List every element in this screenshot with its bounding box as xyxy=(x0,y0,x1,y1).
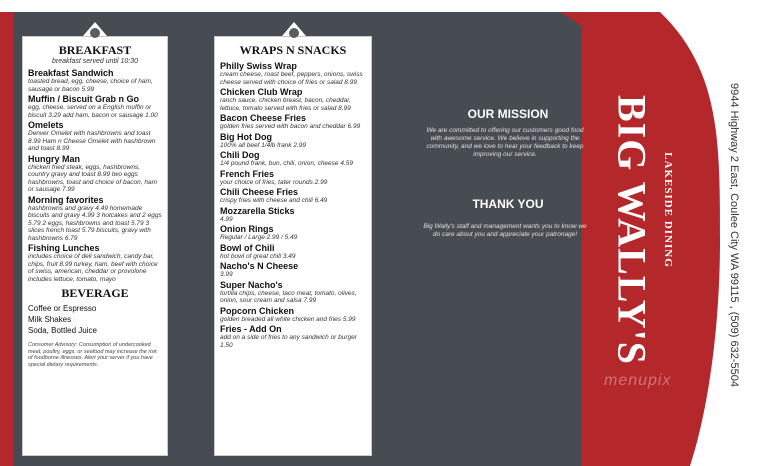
wraps-title: WRAPS N SNACKS xyxy=(239,43,347,57)
menu-item xyxy=(28,243,162,283)
item-name: Breakfast Sandwich xyxy=(28,68,114,78)
brand-sub-wrap xyxy=(658,110,678,310)
item-name: French Fries xyxy=(220,168,275,179)
item-desc: hot bowl of great chili 3.49 xyxy=(220,252,296,260)
item-desc: Denver Omelet with hashbrowns and toast 8.99 Ham n Cheese Omelet with hashbrown and toast 8.99 xyxy=(28,130,156,152)
item-name: Bacon Cheese Fries xyxy=(220,113,307,123)
brand-name: BIG WALLY'S xyxy=(609,94,655,366)
item-name: Chili Cheese Fries xyxy=(220,187,299,197)
beverage-item: Milk Shakes xyxy=(28,315,72,324)
item-desc: add on a side of fries to any sandwich or burger 1.50 xyxy=(220,334,357,349)
beverage-item: Coffee or Espresso xyxy=(28,304,97,313)
watermark: menupix xyxy=(604,372,672,389)
menu-item xyxy=(220,224,366,242)
breakfast-subtitle: breakfast served until 10:30 xyxy=(52,58,138,65)
menu-item xyxy=(28,94,162,119)
item-name: Omelets xyxy=(28,120,64,130)
menu-item xyxy=(28,154,162,194)
item-name: Super Nacho's xyxy=(220,279,283,290)
breakfast-title: BREAKFAST xyxy=(58,43,132,57)
item-desc: 100% all beef 1/4lb frank 2.99 xyxy=(220,141,307,149)
item-desc: toasted bread, egg, cheese, choice of ham, sausage or bacon 5.99 xyxy=(28,78,153,93)
item-desc: chicken fried steak, eggs, hashbrowns, country gravy and toast 8.99 two eggs hashbrowns, toast and choice of bacon, ham or sausage 7.99 xyxy=(28,163,157,193)
menu-item xyxy=(220,243,366,261)
item-name: Hungry Man xyxy=(28,153,81,164)
menu-item xyxy=(220,87,366,112)
breakfast-card xyxy=(22,36,168,456)
item-name: Morning favorites xyxy=(28,194,104,205)
item-desc: ranch sauce, chicken breast, bacon, cheddar, lettuce, tomato served with fries or salad 8.99 xyxy=(220,97,351,112)
item-name: Popcorn Chicken xyxy=(220,305,295,316)
item-desc: includes choice of deli sandwich, candy bar, chips, fruit 8.99 turkey, ham, beef with choice of swiss, american, cheddar or provolone includes lettuce, tomato, mayo xyxy=(28,253,158,283)
menu-item xyxy=(28,68,162,93)
menu-item xyxy=(28,120,162,153)
menu-item xyxy=(220,280,366,305)
item-name: Chicken Club Wrap xyxy=(220,87,303,97)
top-white-strip xyxy=(0,0,768,12)
item-desc: 1/4 pound frank, bun, chili, onion, cheese 4.59 xyxy=(220,160,353,167)
item-desc: tortilla chips, cheese, taco meat, tomato, olives, onion, sour cream and salsa 7.99 xyxy=(220,289,357,304)
item-desc: golden fries served with bacon and cheddar 6.99 xyxy=(220,123,361,130)
thanks-text: Big Wally's staff and management wants you to know we do care about you and appreciate your patronage! xyxy=(423,223,587,238)
menu-item xyxy=(220,306,366,324)
item-name: Chili Dog xyxy=(220,150,260,160)
item-name: Mozzarella Sticks xyxy=(220,205,295,216)
menu-item xyxy=(220,113,366,131)
item-desc: 3.99 xyxy=(220,271,233,278)
wraps-card xyxy=(214,36,372,456)
item-name: Muffin / Biscuit Grab n Go xyxy=(28,94,139,104)
mission-text: We are committed to offering our customers good food with awesome service. We believe in supporting the community, and we love to hear your feedback to keep improving our service. xyxy=(426,127,584,158)
item-name: Bowl of Chili xyxy=(220,242,275,253)
menu-item xyxy=(220,206,366,224)
brand-subtitle: LAKESIDE DINING xyxy=(662,152,674,268)
menu-item xyxy=(28,195,162,243)
item-desc: cream cheese, roast beef, peppers, onions, swiss cheese served with choice of fries or salad 8.99 xyxy=(220,71,363,86)
menu-item xyxy=(220,187,366,205)
item-name: Philly Swiss Wrap xyxy=(220,61,297,71)
item-name: Big Hot Dog xyxy=(220,131,272,142)
item-name: Fries - Add On xyxy=(220,324,282,334)
menu-item xyxy=(220,132,366,150)
item-name: Fishing Lunches xyxy=(28,243,100,253)
item-desc: hashbrowns and gravy 4.49 homemade biscuits and gravy 4.99 3 hotcakes and 2 eggs 5.79 2 eggs, hashbrowns and toast 5.79 3 slices french toast 5.79 biscuits, gravy with hashbrowns 6.79 xyxy=(28,204,162,242)
item-desc: Regular / Large 2.99 / 5.49 xyxy=(220,234,298,241)
item-desc: egg, cheese, served on a English muffin or biscuit 3.29 add ham, bacon or sausage 1.00 xyxy=(28,104,158,119)
item-name: Onion Rings xyxy=(220,224,274,234)
menu-item xyxy=(220,169,366,187)
breakfast-card-hole xyxy=(90,28,100,38)
menu-item xyxy=(220,150,366,168)
beverage-title: BEVERAGE xyxy=(61,286,129,300)
address: 9944 Highway 2 East, Coulee City WA 99115 , (509) 632-5504 xyxy=(728,83,740,387)
thanks-title: THANK YOU xyxy=(472,197,544,211)
item-desc: your choice of fries, tater rounds 2.99 xyxy=(220,178,328,186)
item-desc: crispy fries with cheese and chili 6.49 xyxy=(220,197,328,204)
beverage-item: Soda, Bottled Juice xyxy=(28,326,97,335)
menu-item xyxy=(220,61,366,86)
mission-title: OUR MISSION xyxy=(467,107,549,121)
menu-item xyxy=(220,324,366,349)
item-desc: golden breaded all white chicken and fries 5.99 xyxy=(220,315,356,323)
wraps-card-hole xyxy=(289,28,299,38)
address-wrap xyxy=(724,30,744,440)
item-desc: 4.99 xyxy=(220,215,233,223)
menu-item xyxy=(220,261,366,279)
consumer-advisory: Consumer Advisory: Consumption of undercooked meat, poultry, eggs, or seafood may increase the risk of foodborne illnesses. Alert your server if you have special dietary requirements. xyxy=(28,342,157,368)
item-name: Nacho's N Cheese xyxy=(220,261,299,271)
